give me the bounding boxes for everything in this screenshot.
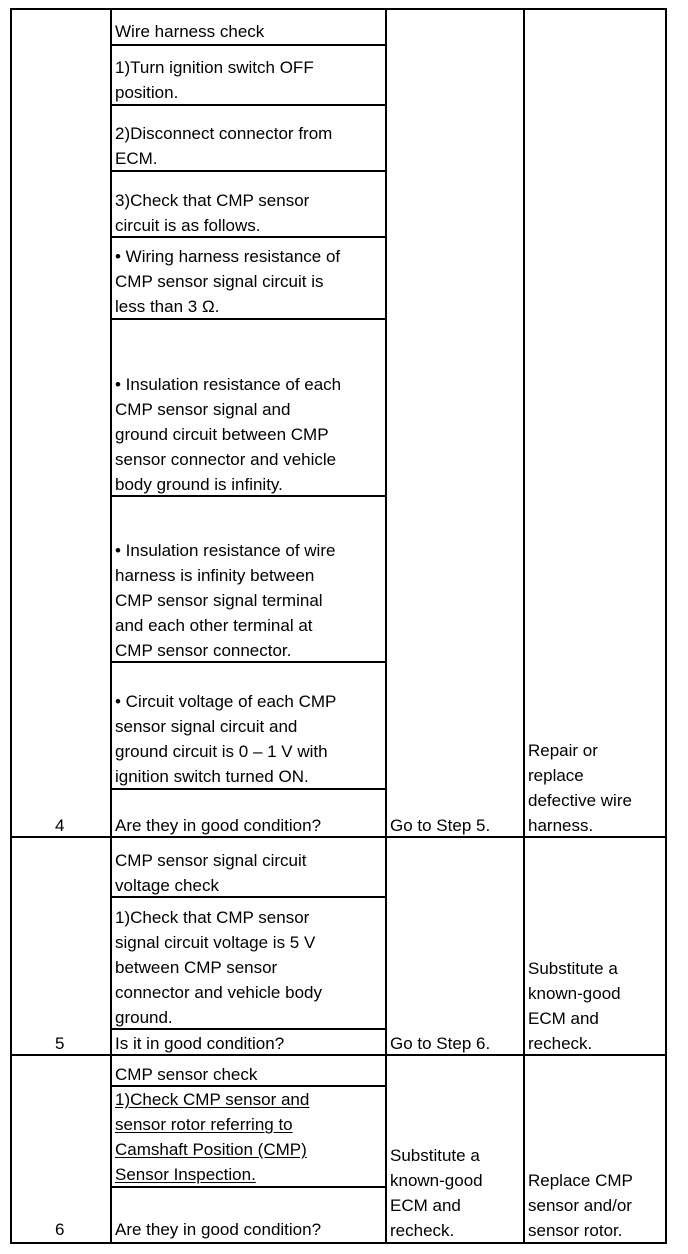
- question-text: Are they in good condition?: [115, 1220, 322, 1239]
- criterion-text: ground circuit is 0 – 1 V with: [115, 742, 328, 761]
- step-number: 6: [55, 1220, 65, 1239]
- check-title: CMP sensor check: [115, 1065, 258, 1084]
- action-text: between CMP sensor: [115, 958, 278, 977]
- table-border-left: [10, 8, 12, 1244]
- reference-link[interactable]: Camshaft Position (CMP): [115, 1140, 307, 1159]
- table-border-right: [665, 8, 667, 1244]
- action-text: signal circuit voltage is 5 V: [115, 933, 316, 952]
- action-cell-divider: [110, 44, 387, 46]
- action-text: 1)Turn ignition switch OFF: [115, 58, 314, 77]
- action-text: ground.: [115, 1008, 173, 1027]
- check-title: voltage check: [115, 876, 219, 895]
- action-text: position.: [115, 83, 179, 102]
- action-text: 2)Disconnect connector from: [115, 124, 333, 143]
- criterion-text: body ground is infinity.: [115, 475, 283, 494]
- column-divider-step-action: [110, 8, 112, 1244]
- criterion-text: CMP sensor signal circuit is: [115, 272, 324, 291]
- criterion-text: sensor connector and vehicle: [115, 450, 337, 469]
- yes-result: known-good: [390, 1171, 483, 1190]
- criterion-text: sensor signal circuit and: [115, 717, 298, 736]
- criterion-text: CMP sensor signal terminal: [115, 591, 323, 610]
- criterion-text: less than 3 Ω.: [115, 297, 220, 316]
- criterion-text: • Insulation resistance of wire: [115, 541, 336, 560]
- no-result: ECM and: [528, 1009, 599, 1028]
- criterion-text: ground circuit between CMP: [115, 425, 329, 444]
- check-title: Wire harness check: [115, 22, 265, 41]
- yes-result: Go to Step 5.: [390, 816, 491, 835]
- column-divider-action-yes: [385, 8, 387, 1244]
- yes-result: Substitute a: [390, 1146, 480, 1165]
- criterion-text: CMP sensor connector.: [115, 641, 292, 660]
- no-result: harness.: [528, 816, 594, 835]
- no-result: Repair or: [528, 741, 598, 760]
- criterion-text: harness is infinity between: [115, 566, 315, 585]
- action-text: 1)Check that CMP sensor: [115, 908, 310, 927]
- step-number: 5: [55, 1034, 65, 1053]
- criterion-text: and each other terminal at: [115, 616, 313, 635]
- action-text: connector and vehicle body: [115, 983, 322, 1002]
- question-text: Is it in good condition?: [115, 1034, 285, 1053]
- yes-result: ECM and: [390, 1196, 461, 1215]
- question-text: Are they in good condition?: [115, 816, 322, 835]
- no-result: Substitute a: [528, 959, 618, 978]
- action-text: ECM.: [115, 149, 158, 168]
- step-number: 4: [55, 816, 65, 835]
- check-title: CMP sensor signal circuit: [115, 851, 307, 870]
- criterion-text: • Wiring harness resistance of: [115, 247, 341, 266]
- yes-result: recheck.: [390, 1221, 455, 1240]
- criterion-text: CMP sensor signal and: [115, 400, 291, 419]
- criterion-text: • Insulation resistance of each: [115, 375, 342, 394]
- criterion-text: ignition switch turned ON.: [115, 767, 309, 786]
- reference-link[interactable]: sensor rotor referring to: [115, 1115, 293, 1134]
- no-result: sensor and/or: [528, 1196, 632, 1215]
- action-text: 3)Check that CMP sensor: [115, 191, 310, 210]
- no-result: Replace CMP: [528, 1171, 633, 1190]
- no-result: sensor rotor.: [528, 1221, 623, 1240]
- yes-result: Go to Step 6.: [390, 1034, 491, 1053]
- criterion-text: • Circuit voltage of each CMP: [115, 692, 337, 711]
- no-result: replace: [528, 766, 584, 785]
- no-result: recheck.: [528, 1034, 593, 1053]
- no-result: defective wire: [528, 791, 632, 810]
- reference-link[interactable]: Sensor Inspection.: [115, 1165, 256, 1184]
- action-text: circuit is as follows.: [115, 216, 261, 235]
- reference-link[interactable]: 1)Check CMP sensor and: [115, 1090, 310, 1109]
- column-divider-yes-no: [523, 8, 525, 1244]
- no-result: known-good: [528, 984, 621, 1003]
- table-border-top: [10, 8, 667, 10]
